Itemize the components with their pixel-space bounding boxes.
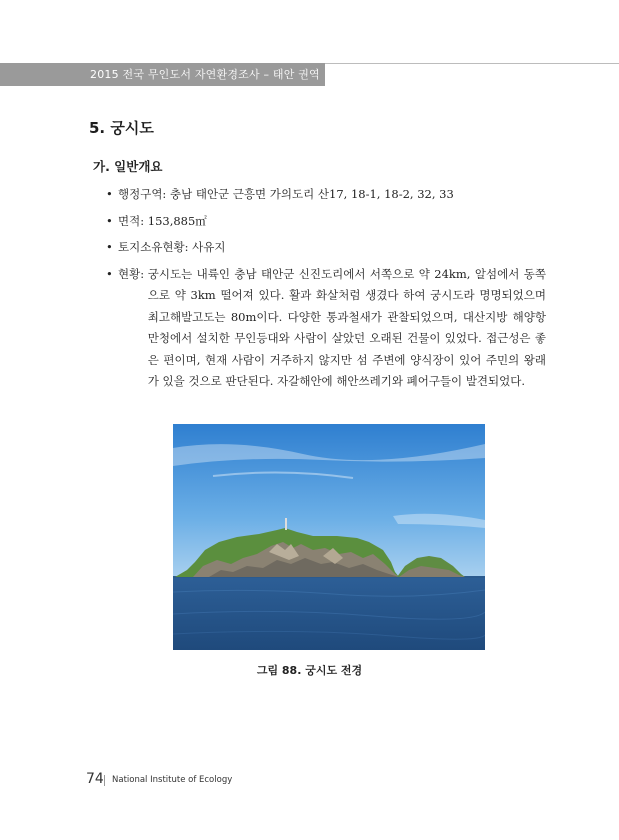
figure-caption: 그림 88. 궁시도 전경 — [256, 664, 363, 677]
subsection-title: 가. 일반개요 — [93, 159, 163, 174]
bullet-icon: • — [106, 213, 113, 228]
header-rule — [325, 63, 619, 64]
list-item-address — [106, 184, 546, 206]
address-text: 행정구역: 충남 태안군 근흥면 가의도리 산17, 18-1, 18-2, 32, 33 — [118, 187, 454, 201]
status-label: 현황: — [118, 266, 148, 281]
bullet-icon: • — [106, 266, 113, 281]
bullet-icon: • — [106, 240, 113, 254]
ownership-text: 토지소유현황: 사유지 — [118, 240, 226, 254]
bullet-icon: • — [106, 187, 113, 201]
overview-list — [106, 184, 546, 398]
footer-divider — [104, 775, 105, 786]
running-title: 2015 전국 무인도서 자연환경조사 – 태안 권역 — [90, 68, 320, 81]
status-paragraph: 궁시도는 내륙인 충남 태안군 신진도리에서 서쪽으로 약 24km, 알섬에서 동쪽으로 약 3km 떨어져 있다. 활과 화살처럼 생겼다 하여 궁시도라 명명되었으며 최고해발고도는 80m이다. 다양한 통과철새가 관찰되었으며, 대산지방 해양항만청에서 설치한 무인등대와 사람이 살았던 오래된 건물이 있었다. 접근성은 좋은 편이며, 현재 사람이 거주하지 않지만 섬 주변에 양식장이 있어 주민의 왕래가 있을 것으로 판단된다. 자갈해안에 해안쓰레기와 폐어구들이 발견되었다. — [147, 266, 546, 388]
list-item-area — [106, 211, 546, 233]
island-photo — [173, 424, 485, 650]
list-item-ownership — [106, 237, 546, 259]
publisher-name: National Institute of Ecology — [112, 775, 233, 785]
section-title: 5. 궁시도 — [89, 119, 154, 137]
page-number: 74 — [86, 771, 104, 787]
area-text: 면적: 153,885㎡ — [118, 213, 207, 228]
list-item-status — [106, 264, 546, 393]
